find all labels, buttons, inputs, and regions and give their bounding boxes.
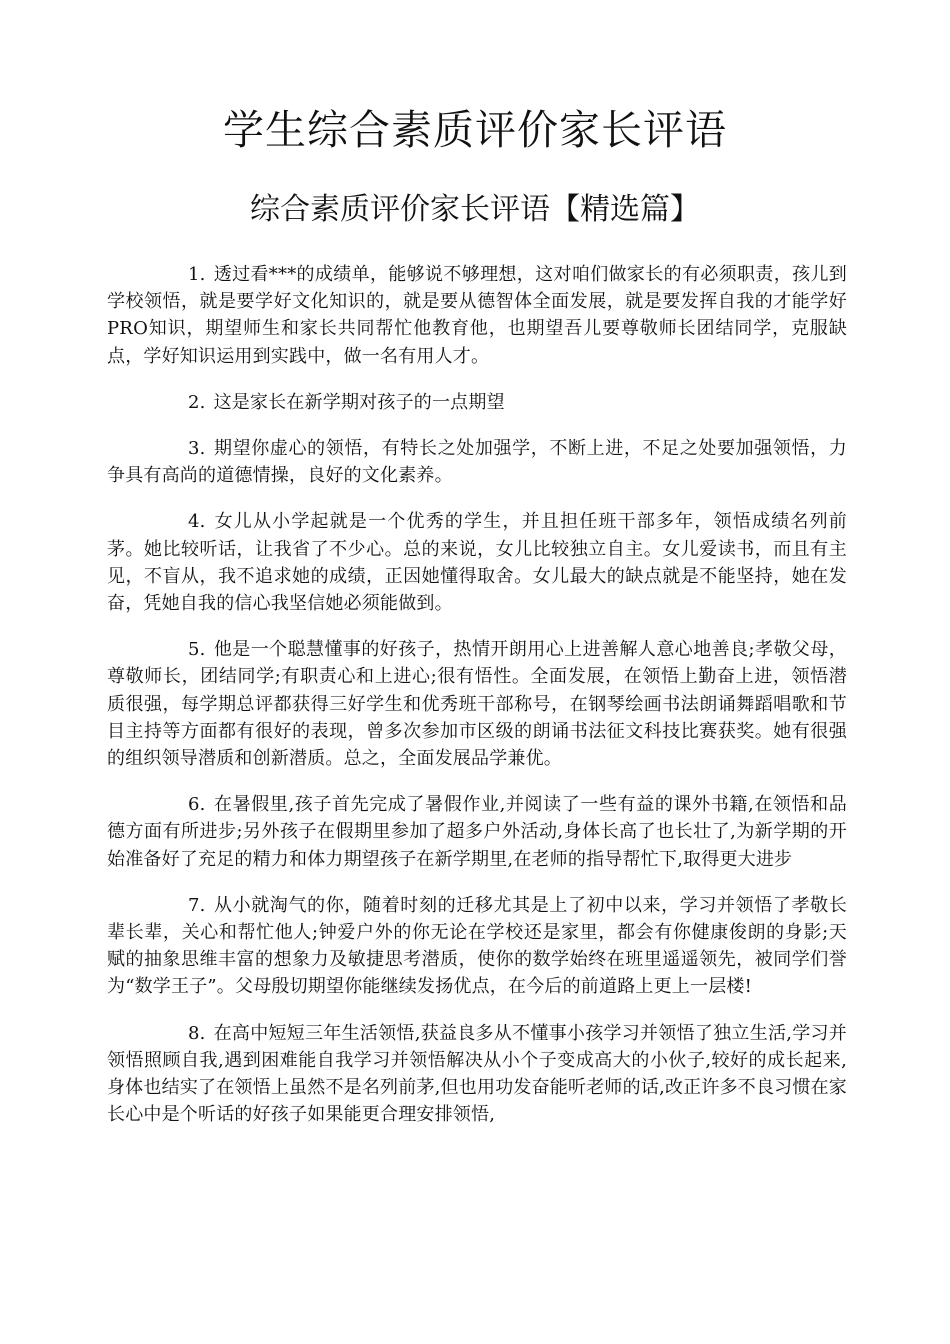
paragraph-8 bbox=[107, 1020, 847, 1129]
paragraph-number: 5. bbox=[188, 639, 206, 661]
paragraph-5 bbox=[107, 636, 847, 772]
document-title: 学生综合素质评价家长评语 bbox=[223, 106, 727, 154]
document-body bbox=[107, 261, 847, 1147]
paragraph-number: 1. bbox=[188, 264, 206, 285]
paragraph-text: 他是一个聪慧懂事的好孩子，热情开朗用心上进善解人意心地善良;孝敬父母，尊敬师长，团结同学;有职责心和上进心;很有悟性。全面发展，在领悟上勤奋上进，领悟潜质很强，每学期总评都获得三好学生和优秀班干部称号，在钢琴绘画书法朗诵舞蹈唱歌和节目主持等方面都有很好的表现，曾多次参加市区级的朗诵书法征文科技比赛获奖。她有很强的组织领导潜质和创新潜质。总之，全面发展品学兼优。 bbox=[107, 639, 847, 770]
paragraph-number: 8. bbox=[188, 1022, 206, 1044]
paragraph-text: 这是家长在新学期对孩子的一点期望 bbox=[213, 391, 505, 413]
paragraph-text: 在高中短短三年生活领悟,获益良多从不懂事小孩学习并领悟了独立生活,学习并领悟照顾自我,遇到困难能自我学习并领悟解决从小个子变成高大的小伙子,较好的成长起来,身体也结实了在领悟上虽然不是名列前茅,但也用功发奋能听老师的话,改正许多不良习惯在家长心中是个听话的好孩子如果能更合理安排领悟, bbox=[107, 1022, 847, 1126]
paragraph-number: 4. bbox=[188, 511, 206, 533]
paragraph-4 bbox=[107, 508, 847, 617]
paragraph-number: 2. bbox=[188, 391, 206, 413]
paragraph-number: 7. bbox=[188, 894, 206, 916]
paragraph-7 bbox=[107, 892, 847, 1001]
paragraph-number: 6. bbox=[188, 794, 206, 816]
paragraph-6 bbox=[107, 791, 847, 873]
paragraph-number: 3. bbox=[188, 438, 206, 460]
paragraph-text: 在暑假里,孩子首先完成了暑假作业,并阅读了一些有益的课外书籍,在领悟和品德方面有所进步;另外孩子在假期里参加了超多户外活动,身体长高了也长壮了,为新学期的开始准备好了充足的精力和体力期望孩子在新学期里,在老师的指导帮忙下,取得更大进步 bbox=[107, 794, 847, 870]
paragraph-text: 期望你虚心的领悟，有特长之处加强学，不断上进，不足之处要加强领悟，力争具有高尚的道德情操，良好的文化素养。 bbox=[107, 438, 847, 487]
paragraph-1 bbox=[107, 261, 847, 370]
paragraph-text: 透过看***的成绩单，能够说不够理想，这对咱们做家长的有必须职责，孩儿到学校领悟，就是要学好文化知识的，就是要从德智体全面发展，就是要发挥自我的才能学好PRO知识，期望师生和家长共同帮忙他教育他，也期望吾儿要尊敬师长团结同学，克服缺点，学好知识运用到实践中，做一名有用人才。 bbox=[107, 264, 847, 367]
paragraph-2 bbox=[107, 389, 847, 416]
paragraph-3 bbox=[107, 435, 847, 489]
document-subtitle: 综合素质评价家长评语【精选篇】 bbox=[250, 192, 700, 227]
paragraph-text: 女儿从小学起就是一个优秀的学生，并且担任班干部多年，领悟成绩名列前茅。她比较听话，让我省了不少心。总的来说，女儿比较独立自主。女儿爱读书，而且有主见，不盲从，我不追求她的成绩，正因她懂得取舍。女儿最大的缺点就是不能坚持，她在发奋，凭她自我的信心我坚信她必须能做到。 bbox=[107, 511, 847, 615]
paragraph-text: 从小就淘气的你，随着时刻的迁移尤其是上了初中以来，学习并领悟了孝敬长辈长辈，关心和帮忙他人;钟爱户外的你无论在学校还是家里，都会有你健康俊朗的身影;天赋的抽象思维丰富的想象力及敏捷思考潜质，使你的数学始终在班里遥遥领先，被同学们誉为“数学王子”。父母殷切期望你能继续发扬优点，在今后的前道路上更上一层楼! bbox=[107, 894, 847, 998]
